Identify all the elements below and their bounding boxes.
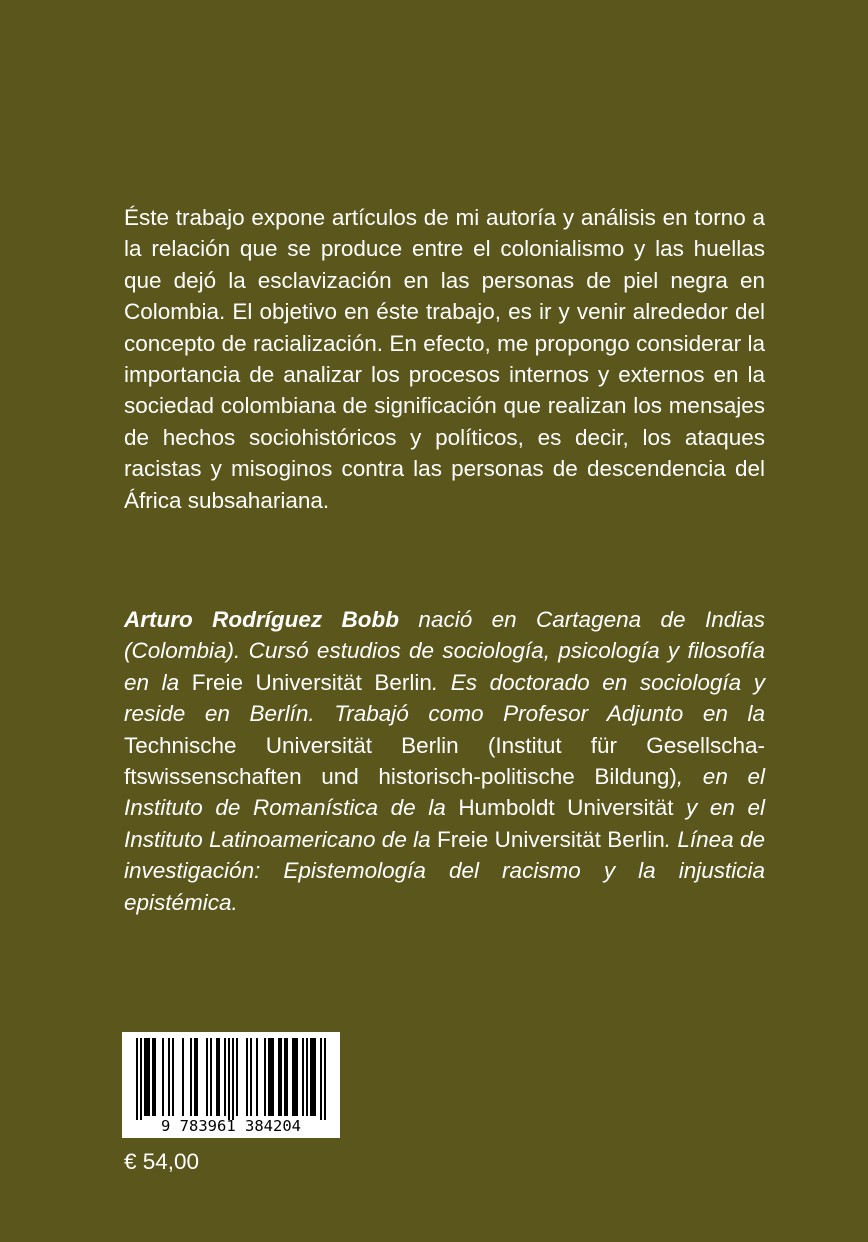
- barcode-bar: [292, 1038, 294, 1116]
- author-name: Arturo Rodríguez Bobb: [124, 607, 400, 632]
- barcode-bar: [294, 1038, 296, 1116]
- author-bio: [124, 604, 765, 918]
- isbn-digits: 9 783961 384204: [161, 1117, 301, 1135]
- barcode-bar: [272, 1038, 274, 1116]
- barcode-bar: [284, 1038, 286, 1116]
- barcode-bar: [146, 1038, 148, 1116]
- barcode-bar: [236, 1038, 238, 1116]
- barcode-bar: [228, 1038, 230, 1120]
- bio-segment: . Línea de investigación: Epistemología del racismo y la injusticia epistémica.: [124, 826, 765, 915]
- barcode-bar: [306, 1038, 308, 1116]
- isbn-barcode: [122, 1032, 340, 1138]
- bio-segment: y en el Instituto Latinoamericano de la: [124, 795, 765, 852]
- barcode-bar: [280, 1038, 282, 1116]
- barcode-bar: [190, 1038, 192, 1116]
- barcode-bar: [194, 1038, 196, 1116]
- barcode-bar: [324, 1038, 326, 1120]
- university-name: Humboldt Universität: [458, 795, 674, 821]
- university-name: Technische Universität Berlin (Institut für Gesellschaftswissenschaften und historisch-politische Bildung): [124, 732, 765, 790]
- barcode-bar: [168, 1038, 170, 1116]
- bio-segment: nació en Cartagena de Indias (Colombia). Cursó estudios de sociología, psicología y filosofía en la: [124, 607, 765, 695]
- barcode-bar: [312, 1038, 314, 1116]
- barcode-bar: [268, 1038, 270, 1116]
- barcode-bar: [270, 1038, 272, 1116]
- barcode-bar: [172, 1038, 174, 1116]
- barcode-bar: [196, 1038, 198, 1116]
- barcode-bar: [246, 1038, 248, 1116]
- barcode-bar: [210, 1038, 212, 1116]
- bio-segment: , en el Instituto de Romanística de la: [124, 764, 765, 821]
- barcode-bar: [296, 1038, 298, 1116]
- barcode-bar: [140, 1038, 142, 1120]
- barcode-bar: [206, 1038, 208, 1116]
- barcode-bar: [264, 1038, 266, 1116]
- barcode-graphic: [122, 1032, 340, 1138]
- barcode-bar: [314, 1038, 316, 1116]
- barcode-bar: [232, 1038, 234, 1120]
- barcode-bar: [152, 1038, 154, 1116]
- barcode-bar: [256, 1038, 258, 1116]
- barcode-bar: [224, 1038, 226, 1116]
- price-label: € 54,00: [124, 1149, 200, 1174]
- barcode-bar: [286, 1038, 288, 1116]
- back-cover-blurb: Éste trabajo expone artículos de mi autoría y análisis en torno a la relación que se produce entre el colonialismo y las huellas que dejó la esclavización en las personas de piel negra en Colombia. El objetivo en éste trabajo, es ir y venir alrededor del concepto de racialización. En efecto, me propongo considerar la importancia de analizar los procesos internos y externos en la sociedad colombiana de significación que realizan los mensajes de hechos sociohistóricos y políticos, es decir, los ataques racistas y misoginos contra las personas de descendencia del África subsahariana.: [124, 205, 765, 513]
- barcode-bar: [250, 1038, 252, 1116]
- university-name: Freie Universität Berlin: [437, 826, 665, 852]
- barcode-bar: [144, 1038, 146, 1116]
- bio-segment: . Es doctorado en sociología y reside en Berlín. Trabajó como Profesor Adjunto en la: [124, 669, 766, 727]
- barcode-bar: [218, 1038, 220, 1116]
- barcode-bar: [278, 1038, 280, 1116]
- barcode-bar: [162, 1038, 164, 1116]
- barcode-bar: [154, 1038, 156, 1116]
- barcode-bar: [136, 1038, 138, 1120]
- university-name: Freie Universität Berlin: [191, 669, 432, 695]
- barcode-bar: [182, 1038, 184, 1116]
- barcode-bar: [310, 1038, 312, 1116]
- barcode-bar: [216, 1038, 218, 1116]
- barcode-bar: [148, 1038, 150, 1116]
- barcode-bar: [302, 1038, 304, 1116]
- barcode-bar: [320, 1038, 322, 1120]
